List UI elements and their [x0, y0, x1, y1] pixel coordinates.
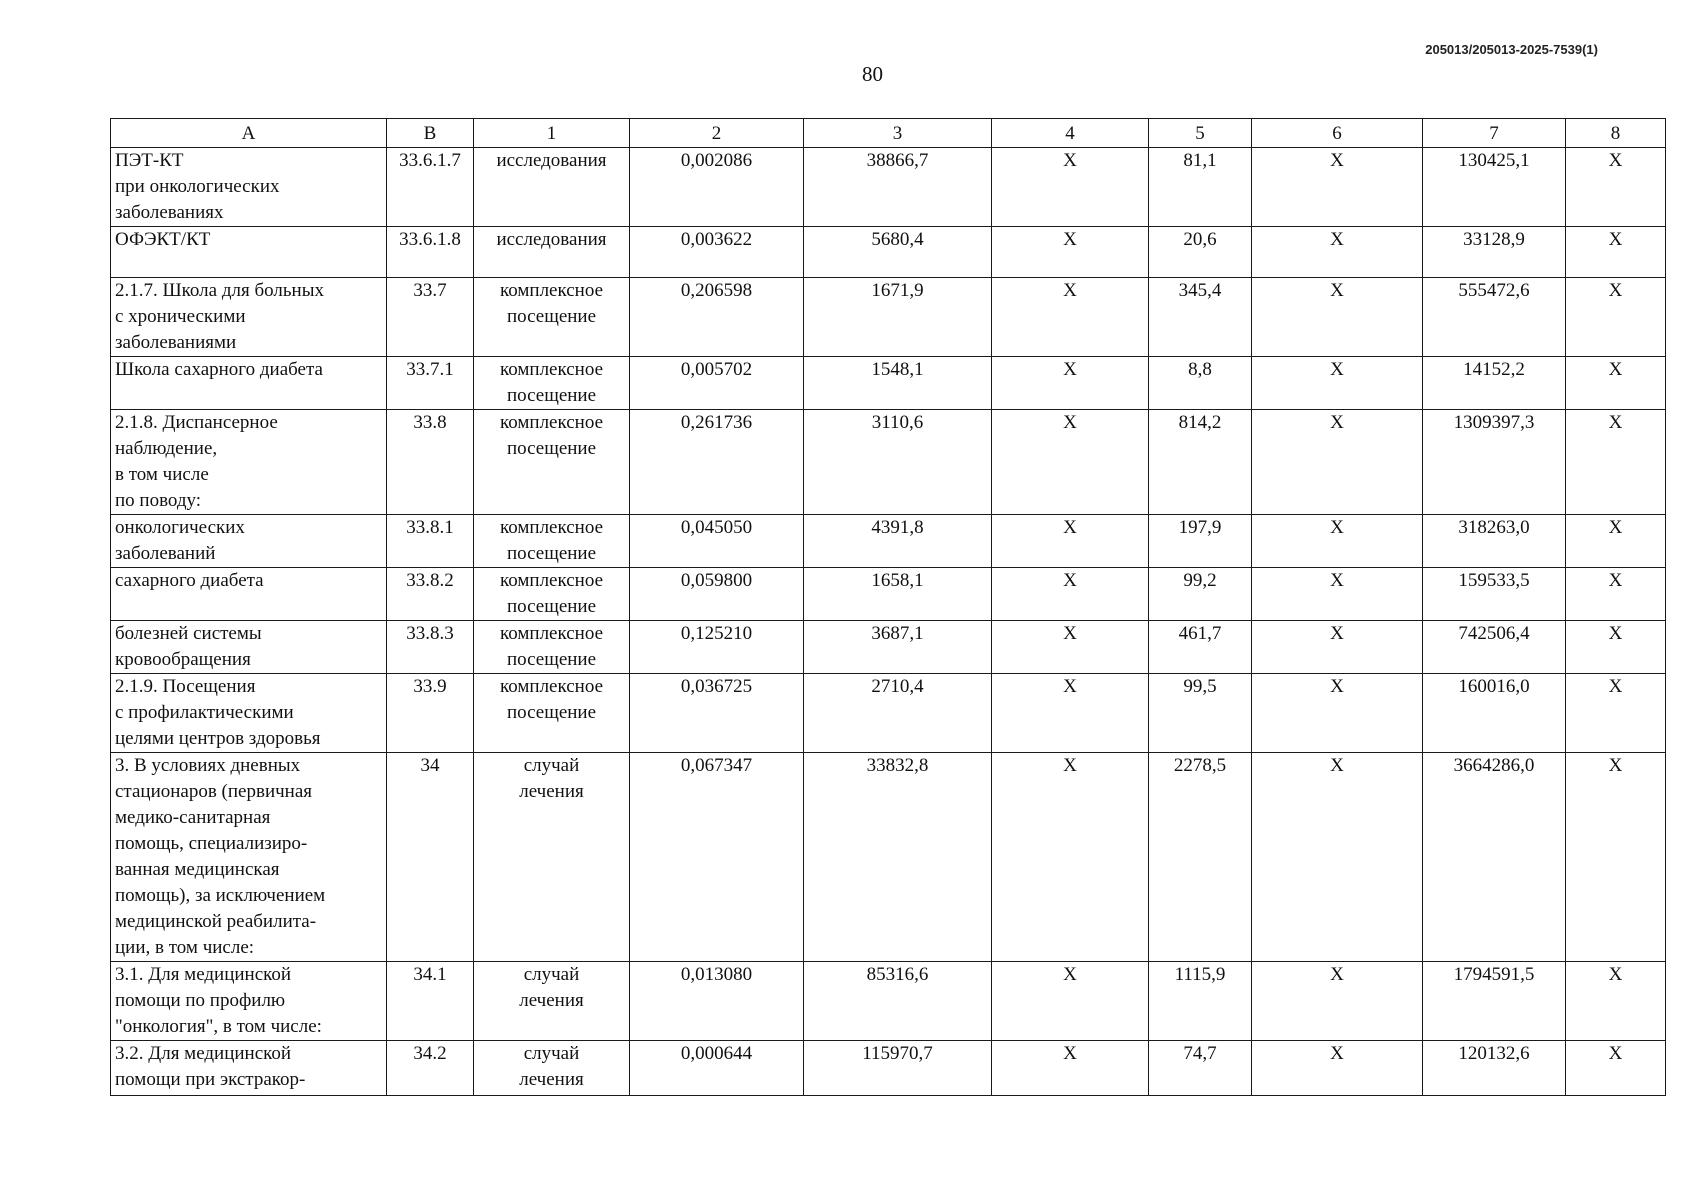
row-name-cell-line: 2.1.9. Посещения [115, 676, 256, 697]
value-cell-5: 99,5 [1149, 674, 1252, 753]
row-unit-cell-line: посещение [506, 702, 597, 723]
row-name-cell-line: с хроническими [115, 306, 246, 327]
row-name-cell-line: помощь), за исключением [115, 885, 326, 906]
value-cell-2: 0,013080 [630, 962, 804, 1041]
row-code-cell: 34 [387, 753, 474, 962]
value-cell-8: X [1566, 621, 1666, 674]
row-name-cell [111, 278, 387, 357]
row-name-cell [111, 410, 387, 515]
row-unit-cell [474, 278, 630, 357]
row-unit-cell-line: лечения [519, 781, 584, 802]
row-name-cell [111, 674, 387, 753]
value-cell-2: 0,000644 [630, 1041, 804, 1096]
value-cell-5: 461,7 [1149, 621, 1252, 674]
value-cell-6: X [1252, 227, 1423, 278]
row-unit-cell-line: комплексное [499, 517, 604, 538]
row-unit-cell [474, 1041, 630, 1096]
value-cell-6: X [1252, 753, 1423, 962]
row-name-cell-line: с профилактическими [115, 702, 294, 723]
page-number: 80 [862, 62, 883, 86]
row-unit-cell [474, 568, 630, 621]
value-cell-4: X [992, 515, 1149, 568]
value-cell-4: X [992, 753, 1149, 962]
table-row [111, 1041, 1666, 1096]
row-unit-cell-line: случай [523, 755, 580, 776]
row-unit-cell-line: посещение [506, 596, 597, 617]
row-unit-cell-line: лечения [519, 990, 584, 1011]
row-name-cell-line: 3.2. Для медицинской [115, 1043, 292, 1064]
value-cell-8: X [1566, 357, 1666, 410]
row-name-cell [111, 621, 387, 674]
value-cell-8: X [1566, 1041, 1666, 1096]
value-cell-4: X [992, 674, 1149, 753]
header-row [111, 119, 1666, 148]
row-unit-cell-line: комплексное [499, 412, 604, 433]
row-name-cell-line: сахарного диабета [115, 570, 264, 591]
row-unit-cell [474, 227, 630, 278]
row-name-cell-line: онкологических [115, 517, 245, 538]
header-cell: 8 [1566, 119, 1666, 148]
value-cell-7: 130425,1 [1423, 148, 1566, 227]
value-cell-3: 115970,7 [804, 1041, 992, 1096]
row-name-cell-line: 3. В условиях дневных [115, 755, 301, 776]
table-row [111, 278, 1666, 357]
value-cell-5: 2278,5 [1149, 753, 1252, 962]
table-row [111, 621, 1666, 674]
value-cell-3: 3110,6 [804, 410, 992, 515]
value-cell-8: X [1566, 227, 1666, 278]
row-unit-cell-line: комплексное [499, 280, 604, 301]
row-unit-cell-line: посещение [506, 438, 597, 459]
row-name-cell-line: медицинской реабилита- [115, 911, 317, 932]
value-cell-8: X [1566, 278, 1666, 357]
value-cell-8: X [1566, 410, 1666, 515]
value-cell-8: X [1566, 568, 1666, 621]
table-row [111, 962, 1666, 1041]
value-cell-5: 345,4 [1149, 278, 1252, 357]
row-code-cell: 33.6.1.7 [387, 148, 474, 227]
value-cell-2: 0,261736 [630, 410, 804, 515]
row-code-cell: 34.1 [387, 962, 474, 1041]
row-unit-cell-line: случай [523, 1043, 580, 1064]
value-cell-3: 33832,8 [804, 753, 992, 962]
value-cell-5: 74,7 [1149, 1041, 1252, 1096]
value-cell-5: 20,6 [1149, 227, 1252, 278]
row-code-cell: 33.7.1 [387, 357, 474, 410]
value-cell-4: X [992, 357, 1149, 410]
table-row [111, 753, 1666, 962]
table-row [111, 148, 1666, 227]
row-name-cell-line: Школа сахарного диабета [115, 359, 323, 380]
value-cell-2: 0,002086 [630, 148, 804, 227]
value-cell-7: 160016,0 [1423, 674, 1566, 753]
row-name-cell-line: кровообращения [115, 649, 251, 670]
row-name-cell-line: ПЭТ-КТ [115, 150, 184, 171]
value-cell-6: X [1252, 1041, 1423, 1096]
value-cell-7: 318263,0 [1423, 515, 1566, 568]
value-cell-6: X [1252, 357, 1423, 410]
value-cell-4: X [992, 278, 1149, 357]
value-cell-5: 81,1 [1149, 148, 1252, 227]
row-unit-cell-line: посещение [506, 543, 597, 564]
row-unit-cell [474, 753, 630, 962]
row-unit-cell-line: посещение [506, 306, 597, 327]
table-body [111, 148, 1666, 1096]
value-cell-3: 5680,4 [804, 227, 992, 278]
row-unit-cell-line: комплексное [499, 623, 604, 644]
value-cell-8: X [1566, 962, 1666, 1041]
header-cell: 7 [1423, 119, 1566, 148]
row-unit-cell-line: лечения [519, 1069, 584, 1090]
value-cell-5: 197,9 [1149, 515, 1252, 568]
row-unit-cell-line: комплексное [499, 359, 604, 380]
value-cell-3: 2710,4 [804, 674, 992, 753]
value-cell-7: 555472,6 [1423, 278, 1566, 357]
value-cell-5: 8,8 [1149, 357, 1252, 410]
row-unit-cell-line: случай [523, 964, 580, 985]
row-name-cell [111, 753, 387, 962]
row-unit-cell [474, 410, 630, 515]
document-id: 205013/205013-2025-7539(1) [1425, 42, 1598, 57]
row-name-cell-line: 3.1. Для медицинской [115, 964, 292, 985]
value-cell-5: 1115,9 [1149, 962, 1252, 1041]
row-name-cell-line: помощи по профилю [115, 990, 286, 1011]
value-cell-7: 14152,2 [1423, 357, 1566, 410]
value-cell-7: 120132,6 [1423, 1041, 1566, 1096]
value-cell-3: 38866,7 [804, 148, 992, 227]
row-name-cell-line: по поводу: [115, 490, 202, 511]
value-cell-3: 1658,1 [804, 568, 992, 621]
row-name-cell-line: при онкологических [115, 176, 280, 197]
value-cell-2: 0,045050 [630, 515, 804, 568]
value-cell-2: 0,125210 [630, 621, 804, 674]
header-cell: 4 [992, 119, 1149, 148]
value-cell-3: 1548,1 [804, 357, 992, 410]
value-cell-2: 0,005702 [630, 357, 804, 410]
header-cell: 5 [1149, 119, 1252, 148]
value-cell-8: X [1566, 674, 1666, 753]
data-table [110, 118, 1666, 1096]
value-cell-2: 0,003622 [630, 227, 804, 278]
row-name-cell-line: ОФЭКТ/КТ [115, 229, 211, 250]
row-name-cell-line: помощи при экстракор- [115, 1069, 306, 1090]
header-cell: B [387, 119, 474, 148]
row-name-cell-line: ции, в том числе: [115, 937, 255, 958]
row-code-cell: 33.9 [387, 674, 474, 753]
value-cell-4: X [992, 621, 1149, 674]
value-cell-6: X [1252, 515, 1423, 568]
value-cell-6: X [1252, 674, 1423, 753]
row-code-cell: 34.2 [387, 1041, 474, 1096]
row-name-cell [111, 568, 387, 621]
value-cell-4: X [992, 227, 1149, 278]
row-unit-cell [474, 357, 630, 410]
value-cell-6: X [1252, 410, 1423, 515]
value-cell-3: 3687,1 [804, 621, 992, 674]
value-cell-7: 742506,4 [1423, 621, 1566, 674]
value-cell-7: 3664286,0 [1423, 753, 1566, 962]
row-name-cell-line: заболеваниях [115, 202, 224, 223]
row-unit-cell-line: исследования [496, 229, 607, 250]
value-cell-8: X [1566, 515, 1666, 568]
table-row [111, 227, 1666, 278]
value-cell-4: X [992, 568, 1149, 621]
row-code-cell: 33.7 [387, 278, 474, 357]
row-name-cell-line: ванная медицинская [115, 859, 280, 880]
table-row [111, 515, 1666, 568]
value-cell-6: X [1252, 148, 1423, 227]
table-row [111, 410, 1666, 515]
row-name-cell-line: заболеваний [115, 543, 216, 564]
value-cell-3: 4391,8 [804, 515, 992, 568]
row-name-cell-line: "онкология", в том числе: [115, 1016, 322, 1037]
row-unit-cell-line: исследования [496, 150, 607, 171]
value-cell-4: X [992, 962, 1149, 1041]
value-cell-2: 0,067347 [630, 753, 804, 962]
row-code-cell: 33.8.1 [387, 515, 474, 568]
value-cell-6: X [1252, 568, 1423, 621]
header-cell: A [111, 119, 387, 148]
row-name-cell-line: стационаров (первичная [115, 781, 313, 802]
row-name-cell-line: в том числе [115, 464, 209, 485]
row-unit-cell [474, 962, 630, 1041]
value-cell-5: 814,2 [1149, 410, 1252, 515]
table-row [111, 674, 1666, 753]
row-name-cell [111, 515, 387, 568]
header-cell: 6 [1252, 119, 1423, 148]
row-name-cell [111, 227, 387, 278]
row-name-cell-line: медико-санитарная [115, 807, 271, 828]
header-cell: 1 [474, 119, 630, 148]
row-name-cell-line: наблюдение, [115, 438, 218, 459]
row-name-cell [111, 357, 387, 410]
row-unit-cell [474, 674, 630, 753]
value-cell-7: 33128,9 [1423, 227, 1566, 278]
value-cell-7: 1794591,5 [1423, 962, 1566, 1041]
value-cell-2: 0,059800 [630, 568, 804, 621]
row-name-cell [111, 962, 387, 1041]
value-cell-6: X [1252, 962, 1423, 1041]
value-cell-3: 85316,6 [804, 962, 992, 1041]
value-cell-8: X [1566, 753, 1666, 962]
row-name-cell-line: 2.1.8. Диспансерное [115, 412, 278, 433]
row-name-cell-line: помощь, специализиро- [115, 833, 308, 854]
value-cell-3: 1671,9 [804, 278, 992, 357]
value-cell-8: X [1566, 148, 1666, 227]
row-code-cell: 33.6.1.8 [387, 227, 474, 278]
row-unit-cell-line: посещение [506, 649, 597, 670]
value-cell-2: 0,206598 [630, 278, 804, 357]
value-cell-2: 0,036725 [630, 674, 804, 753]
value-cell-5: 99,2 [1149, 568, 1252, 621]
value-cell-7: 1309397,3 [1423, 410, 1566, 515]
table-row [111, 357, 1666, 410]
row-code-cell: 33.8.2 [387, 568, 474, 621]
value-cell-4: X [992, 410, 1149, 515]
header-cell: 2 [630, 119, 804, 148]
row-name-cell [111, 148, 387, 227]
table-row [111, 568, 1666, 621]
value-cell-6: X [1252, 278, 1423, 357]
header-cell: 3 [804, 119, 992, 148]
row-unit-cell [474, 621, 630, 674]
row-name-cell [111, 1041, 387, 1096]
row-name-cell-line: болезней системы [115, 623, 262, 644]
row-unit-cell-line: комплексное [499, 676, 604, 697]
row-unit-cell-line: посещение [506, 385, 597, 406]
row-unit-cell-line: комплексное [499, 570, 604, 591]
row-code-cell: 33.8 [387, 410, 474, 515]
row-name-cell-line: целями центров здоровья [115, 728, 321, 749]
row-name-cell-line: 2.1.7. Школа для больных [115, 280, 324, 301]
value-cell-4: X [992, 148, 1149, 227]
row-unit-cell [474, 515, 630, 568]
value-cell-7: 159533,5 [1423, 568, 1566, 621]
value-cell-6: X [1252, 621, 1423, 674]
row-name-cell-line: заболеваниями [115, 332, 237, 353]
value-cell-4: X [992, 1041, 1149, 1096]
row-code-cell: 33.8.3 [387, 621, 474, 674]
row-unit-cell [474, 148, 630, 227]
